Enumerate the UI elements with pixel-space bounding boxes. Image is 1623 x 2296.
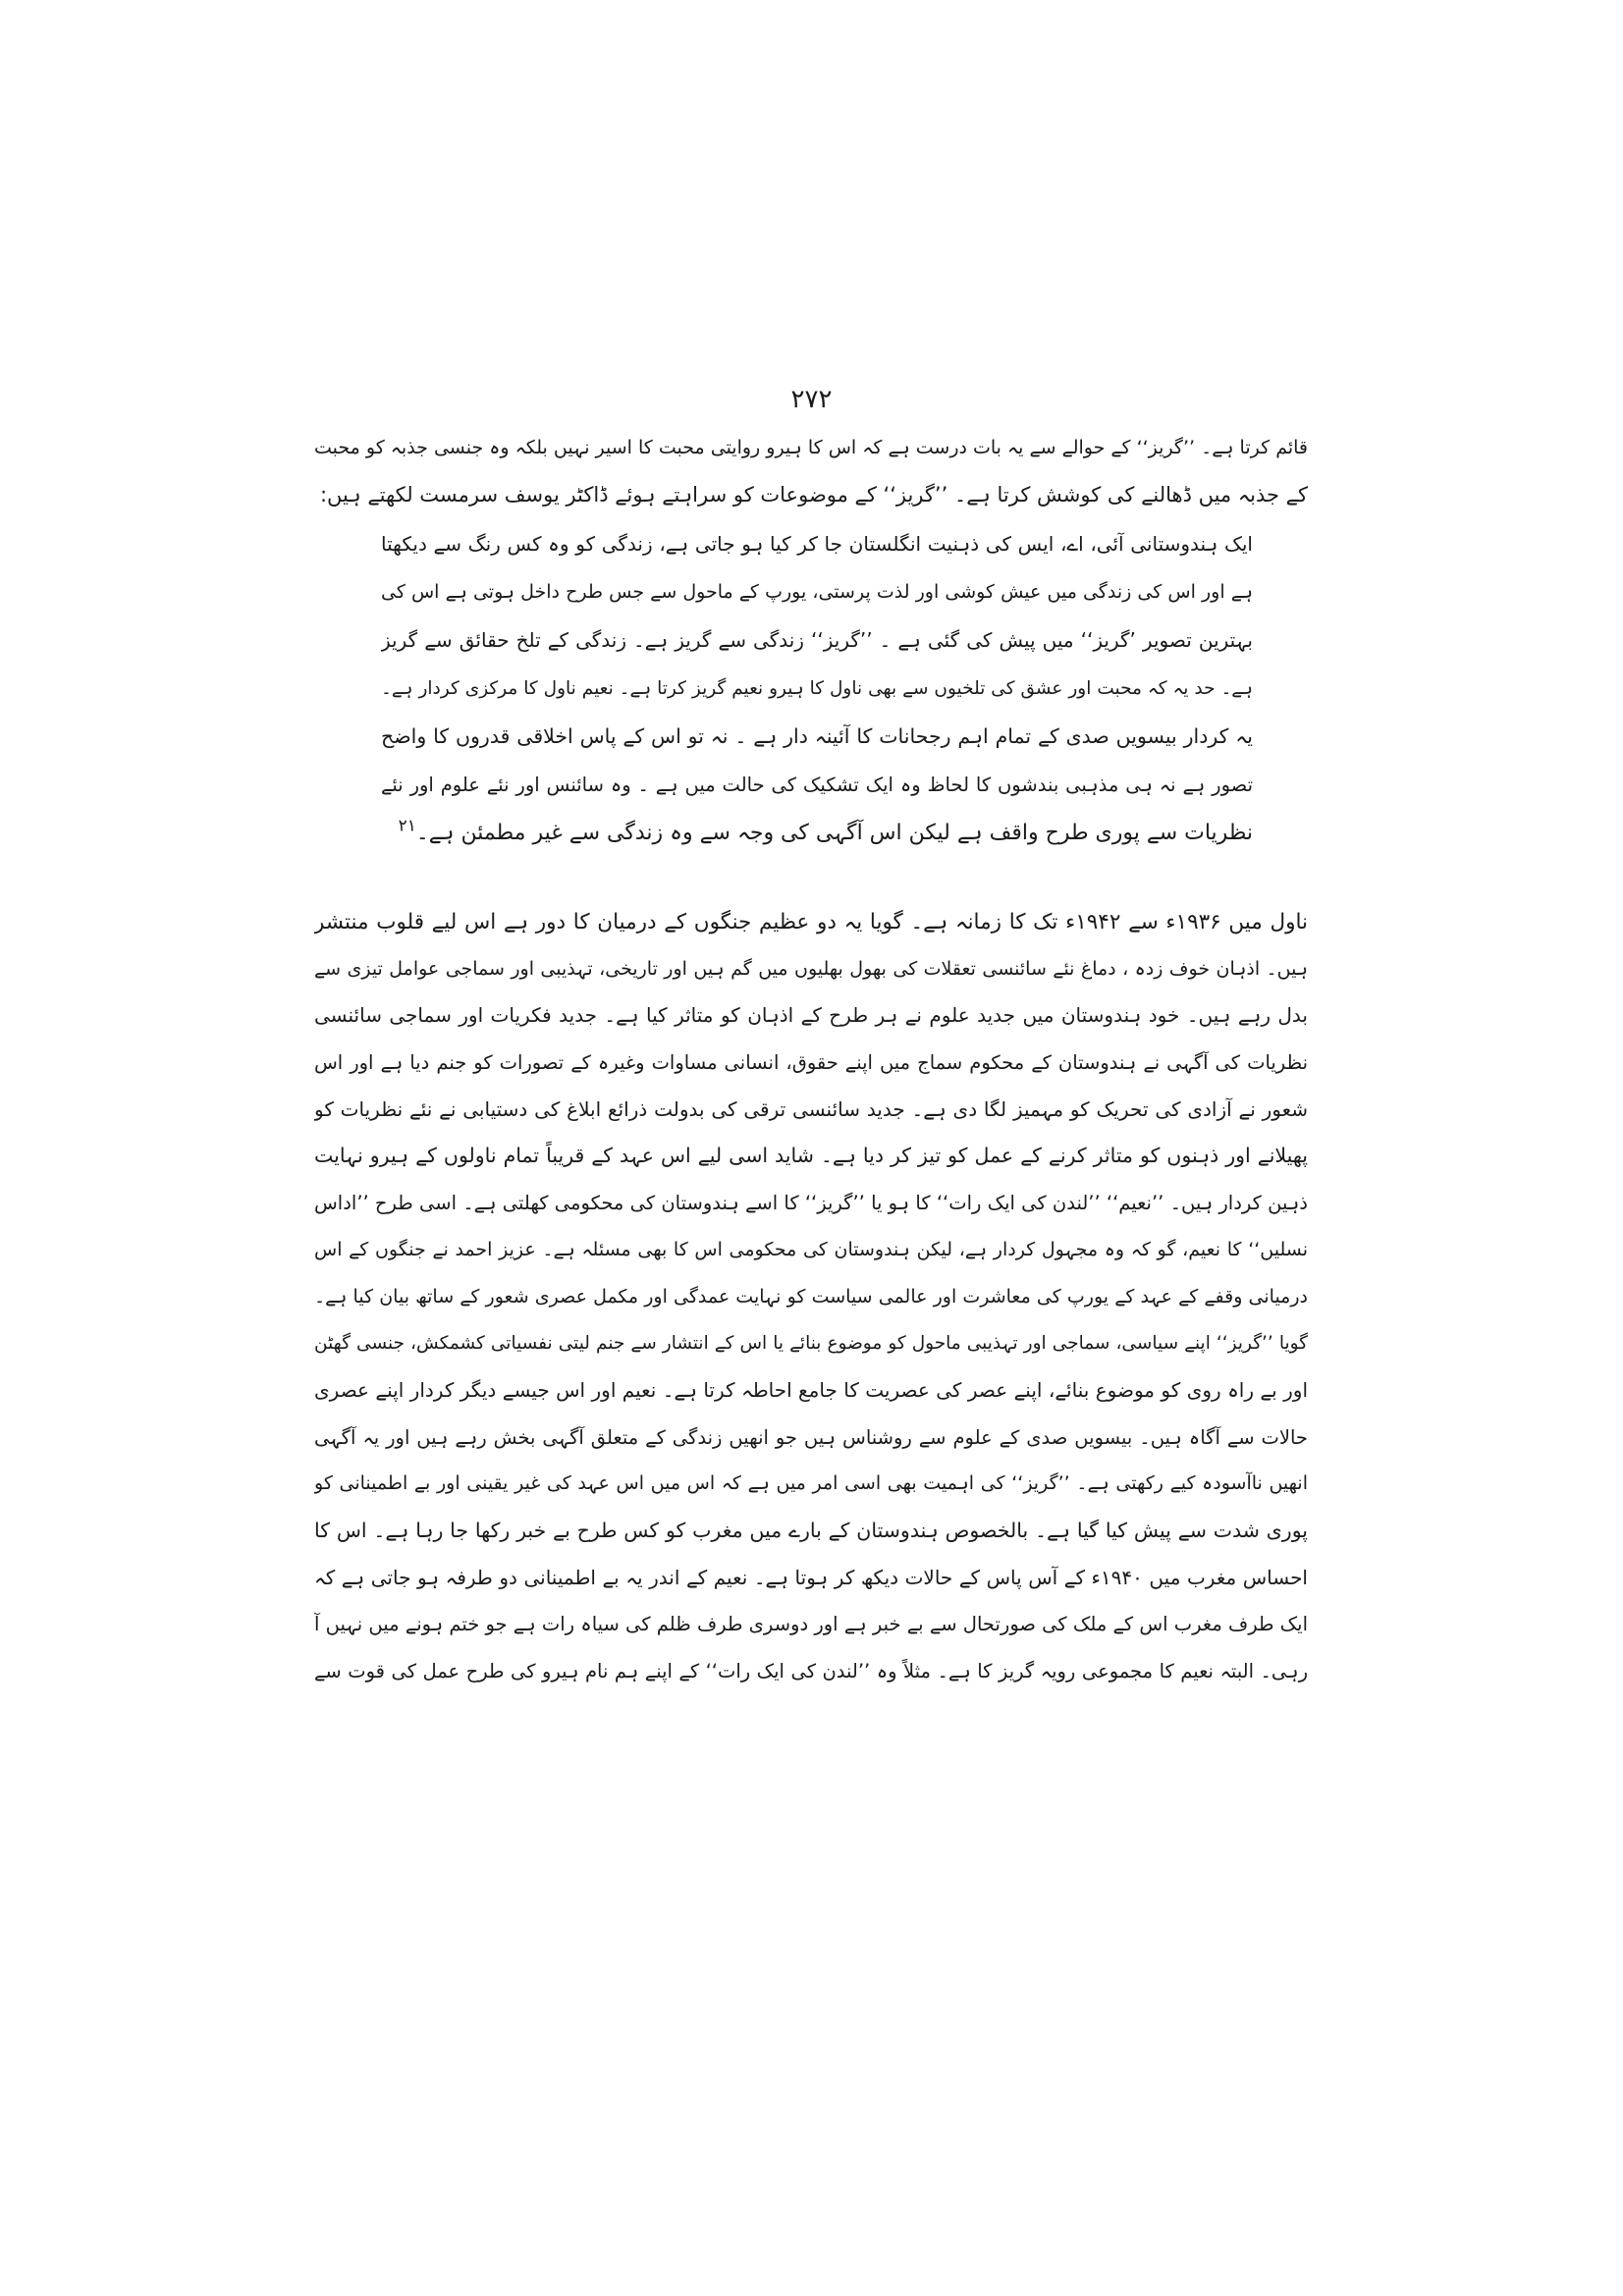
body-line: بدل رہے ہیں۔ خود ہندوستان میں جدید علوم نے ہر طرح کے اذہان کو متاثر کیا ہے۔ جدید فکریات اور سماجی سائنسی <box>314 1003 1308 1028</box>
body-line: اور بے راہ روی کو موضوع بنائے، اپنے عصر کی عصریت کا جامع احاطہ کرتا ہے۔ نعیم اور اس جیسے دیگر کردار اپنے عصری <box>314 1377 1308 1402</box>
quote-line: یہ کردار بیسویں صدی کے تمام اہم رجحانات کا آئینہ دار ہے ۔ نہ تو اس کے پاس اخلاقی قدروں کا واضح <box>381 724 1253 748</box>
body-line: پھیلانے اور ذہنوں کو متاثر کرنے کے عمل کو تیز کر دیا ہے۔ شاید اسی لیے اس عہد کے قریباً تمام ناولوں کے ہیرو نہایت <box>314 1144 1308 1168</box>
quote-last-line <box>381 809 1253 857</box>
body-line: شعور نے آزادی کی تحریک کو مہمیز لگا دی ہے۔ جدید سائنسی ترقی کی بدولت ذرائع ابلاغ کی دستیابی نے نئے نظریات کو <box>314 1096 1308 1121</box>
body-line: پوری شدت سے پیش کیا گیا ہے۔ بالخصوص ہندوستان کے بارے میں مغرب کو کس طرح بے خبر رکھا جا رہا ہے۔ اس کا <box>314 1518 1308 1542</box>
body-line: احساس مغرب میں ۱۹۴۰ء کے آس پاس کے حالات دیکھ کر ہوتا ہے۔ نعیم کے اندر یہ بے اطمینانی دو طرفہ ہو جاتی ہے کہ <box>314 1565 1308 1589</box>
page-number: ۲۷۲ <box>790 385 833 414</box>
body-line: ذہین کردار ہیں۔ ’’نعیم‘‘ ’’لندن کی ایک رات‘‘ کا ہو یا ’’گریز‘‘ کا اسے ہندوستان کی محکومی کھلتی ہے۔ اسی طرح ’’اداس <box>314 1192 1308 1215</box>
body-line: گویا ’’گریز‘‘ اپنے سیاسی، سماجی اور تہذیبی ماحول کو موضوع بنائے یا اس کے انتشار سے جنم لیتی نفسیاتی کشمکش، جنسی گھٹن <box>314 1333 1308 1355</box>
intro-paragraph <box>314 424 1308 518</box>
body-line: درمیانی وقفے کے عہد کے یورپ کی معاشرت اور عالمی سیاست کو نہایت عمدگی اور مکمل عصری شعور کے ساتھ بیان کیا ہے۔ <box>314 1285 1308 1308</box>
body-paragraph <box>314 899 1308 1695</box>
footnote-marker: ۲۱ <box>398 816 416 836</box>
body-line: ایک طرف مغرب اس کے ملک کی صورتحال سے بے خبر ہے اور دوسری طرف ظلم کی سیاہ رات ہے جو ختم ہونے میں نہیں آ <box>314 1613 1308 1636</box>
quote-line: ہے اور اس کی زندگی میں عیش کوشی اور لذت پرستی، یورپ کے ماحول سے جس طرح داخل ہوتی ہے اس کی <box>381 581 1253 603</box>
body-line: حالات سے آگاہ ہیں۔ بیسویں صدی کے علوم سے روشناس ہیں جو انھیں زندگی کے متعلق آگہی بخش رہے ہیں اور یہ آگہی <box>314 1425 1308 1449</box>
quote-line-text: نظریات سے پوری طرح واقف ہے لیکن اس آگہی کی وجہ سے وہ زندگی سے غیر مطمئن ہے۔ <box>415 821 1253 845</box>
body-line: ہیں۔ اذہان خوف زدہ ، دماغ نئے سائنسی تعقلات کی بھول بھلیوں میں گم ہیں اور تاریخی، تہذیبی اور سماجی عوامل تیزی سے <box>314 957 1308 980</box>
body-line: انھیں ناآسودہ کیے رکھتی ہے۔ ’’گریز‘‘ کی اہمیت بھی اسی امر میں ہے کہ اس میں اس عہد کی غیر یقینی اور بے اطمینانی کو <box>314 1472 1308 1495</box>
block-quote <box>381 520 1253 857</box>
quote-line: ہے۔ حد یہ کہ محبت اور عشق کی تلخیوں سے بھی ناول کا ہیرو نعیم گریز کرتا ہے۔ نعیم ناول کا مرکزی کردار ہے۔ <box>381 678 1253 699</box>
body-line: ناول میں ۱۹۳۶ء سے ۱۹۴۲ء تک کا زمانہ ہے۔ گویا یہ دو عظیم جنگوں کے درمیان کا دور ہے اس لیے قلوب منتشر <box>314 910 1308 934</box>
intro-line: قائم کرتا ہے۔ ’’گریز‘‘ کے حوالے سے یہ بات درست ہے کہ اس کا ہیرو روایتی محبت کا اسیر نہیں بلکہ وہ جنسی جذبہ کو محبت <box>314 437 1308 458</box>
quote-line: تصور ہے نہ ہی مذہبی بندشوں کا لحاظ وہ ایک تشکیک کی حالت میں ہے ۔ وہ سائنس اور نئے علوم اور نئے <box>381 774 1253 796</box>
body-line: نظریات کی آگہی نے ہندوستان کے محکوم سماج میں اپنے حقوق، انسانی مساوات وغیرہ کے تصورات کو جنم دیا ہے اور اس <box>314 1051 1308 1075</box>
quote-line: ایک ہندوستانی آئی، اے، ایس کی ذہنیت انگلستان جا کر کیا ہو جاتی ہے، زندگی کو وہ کس رنگ سے دیکھتا <box>381 532 1253 556</box>
quote-line: بہترین تصویر ’گریز‘‘ میں پیش کی گئی ہے ۔ ’’گریز‘‘ زندگی سے گریز ہے۔ زندگی کے تلخ حقائق سے گریز <box>381 628 1253 652</box>
body-line: نسلیں‘‘ کا نعیم، گو کہ وہ مجہول کردار ہے، لیکن ہندوستان کی محکومی اس کا بھی مسئلہ ہے۔ عزیز احمد نے جنگوں کے اس <box>314 1238 1308 1260</box>
intro-line: کے جذبہ میں ڈھالنے کی کوشش کرتا ہے۔ ’’گریز‘‘ کے موضوعات کو سراہتے ہوئے ڈاکٹر یوسف سرمست لکھتے ہیں: <box>319 483 1308 507</box>
body-line: رہی۔ البتہ نعیم کا مجموعی رویہ گریز کا ہے۔ مثلاً وہ ’’لندن کی ایک رات‘‘ کے اپنے ہم نام ہیرو کی طرح عمل کی قوت سے <box>314 1660 1308 1682</box>
